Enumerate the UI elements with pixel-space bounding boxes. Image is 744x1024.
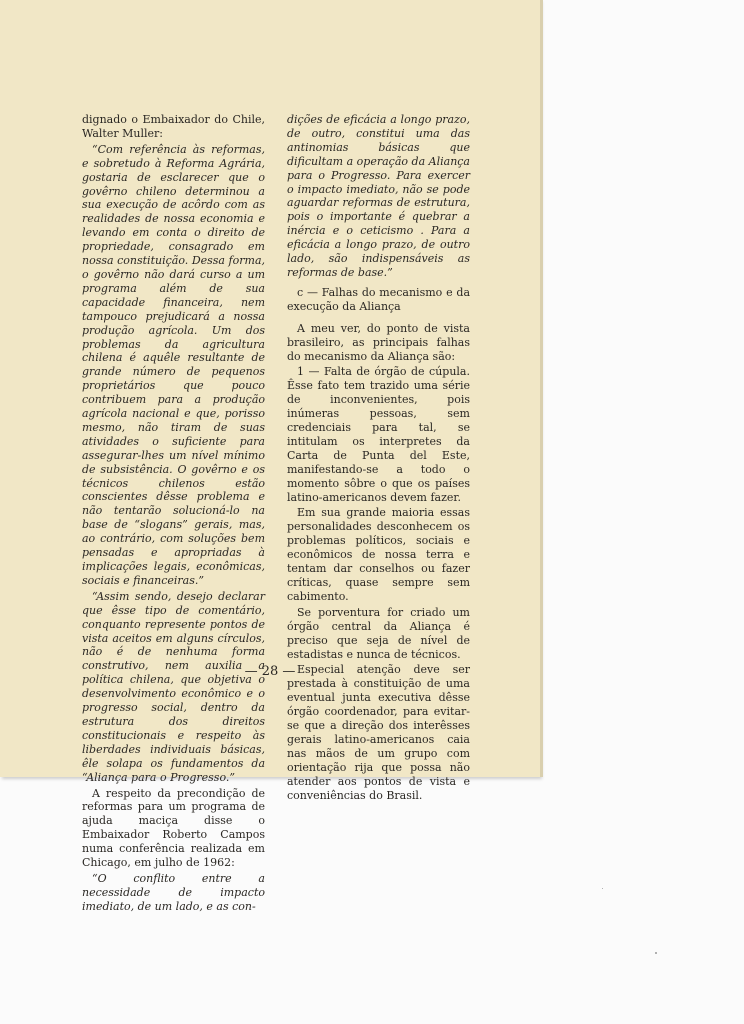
dust-speck bbox=[602, 888, 603, 889]
paragraph: A meu ver, do ponto de vista brasileiro, as principais falhas do mecanismo da Aliança são: bbox=[287, 321, 470, 363]
page-number: — 28 — bbox=[244, 664, 296, 679]
right-column bbox=[287, 113, 470, 805]
paragraph: Em sua grande maioria essas personalidades desconhecem os problemas políticos, sociais e econômicos de nossa terra e tentam dar conselhos ou fazer críticas, quase sempre sem cabimento. bbox=[287, 506, 470, 603]
paragraph: dignado o Embaixador do Chile, Walter Muller: bbox=[82, 113, 265, 140]
paragraph: “Com referência às reformas, e sobretudo à Reforma Agrária, gostaria de esclarecer que o govêrno chileno determinou a sua execução de acôrdo com as realidades de nossa economia e levando em conta o direito de propriedade, consagrado em nossa constituição. Dessa forma, o govêrno não dará curso a um programa além de sua capacidade financeira, nem tampouco prejudicará a nossa produção agrícola. Um dos problemas da agricultura chilena é aquêle resultante de grande número de pequenos proprietários que pouco contribuem para a produção agrícola nacional e que, porisso mesmo, não tiram de suas atividades o suficiente para assegurar-lhes um nível mínimo de subsistência. O govêrno e os técnicos chilenos estão conscientes dêsse problema e não tentarão solucioná-lo na base de “slogans” gerais, mas, ao contrário, com soluções bem pensadas e apropriadas à implicações legais, econômicas, sociais e financeiras.” bbox=[82, 142, 265, 587]
left-column bbox=[82, 113, 265, 916]
paragraph: Especial atenção deve ser prestada à constituição de uma eventual junta executiva dêsse órgão coordenador, para evitar-se que a direção dos interêsses gerais latino-americanos caia nas mãos de um grupo com orientação rija que possa não atender aos pontos de vista e conveniências do Brasil. bbox=[287, 663, 470, 802]
paragraph: dições de eficácia a longo prazo, de outro, constitui uma das antinomias básicas que dificultam a operação da Aliança para o Progresso. Para exercer o impacto imediato, não se pode aguardar reformas de estrutura, pois o importante é quebrar a inércia e o ceticismo . Para a eficácia a longo prazo, de outro lado, são indispensáveis as reformas de base.” bbox=[287, 113, 470, 279]
paragraph: 1 — Falta de órgão de cúpula. Êsse fato tem trazido uma série de inconvenientes, pois inúmeras pessoas, sem credenciais para tal, se intitulam os interpretes da Carta de Punta del Este, manifestando-se a todo o momento sôbre o que os países latino-americanos devem fazer. bbox=[287, 365, 470, 504]
dust-speck bbox=[655, 952, 657, 954]
section-heading: c — Falhas do mecanismo e da execução da Aliança bbox=[287, 285, 470, 313]
paragraph: Se porventura for criado um órgão central da Aliança é preciso que seja de nível de estadistas e nunca de técnicos. bbox=[287, 605, 470, 661]
page-edge bbox=[540, 0, 543, 777]
paragraph: “O conflito entre a necessidade de impacto imediato, de um lado, e as con- bbox=[82, 871, 265, 913]
paragraph: “Assim sendo, desejo declarar que êsse tipo de comentário, conquanto represente pontos de vista aceitos em alguns círculos, não é de nenhuma forma construtivo, nem auxilia a política chilena, que objetiva o desenvolvimento econômico e o progresso social, dentro da estrutura dos direitos constitucionais e respeito às liberdades individuais básicas, êle solapa os fundamentos da “Aliança para o Progresso.” bbox=[82, 589, 265, 784]
paragraph: A respeito da precondição de reformas para um programa de ajuda maciça disse o Embaixador Roberto Campos numa conferência realizada em Chicago, em julho de 1962: bbox=[82, 786, 265, 870]
